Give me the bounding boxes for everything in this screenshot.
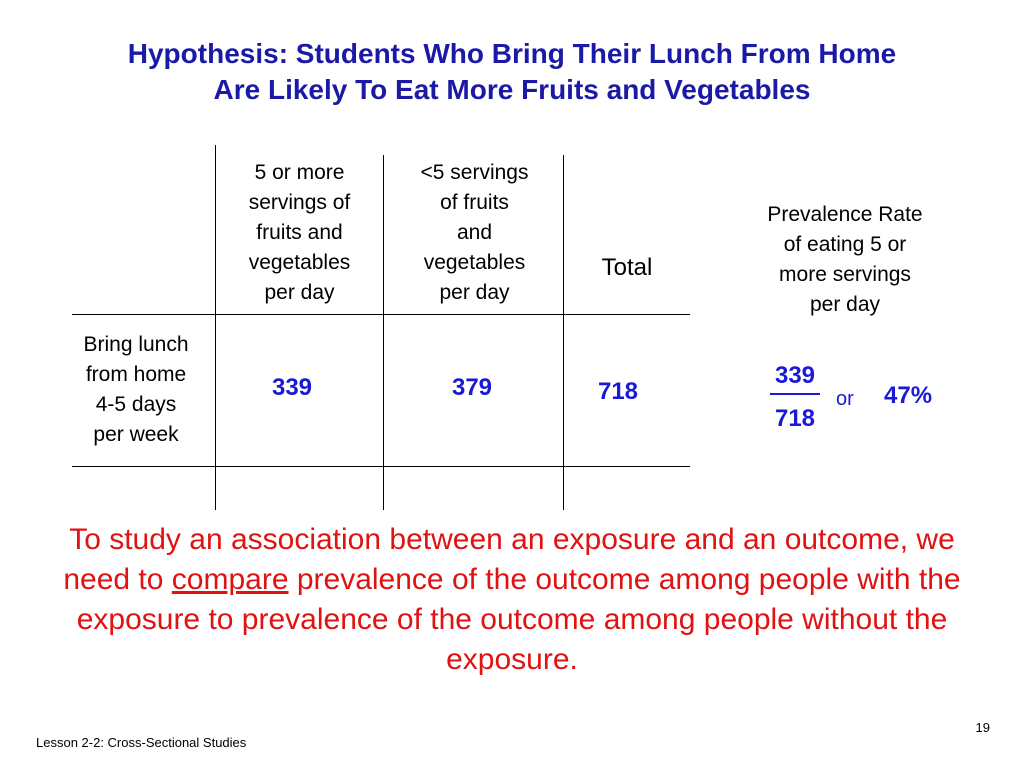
col1-header-line: vegetables bbox=[248, 251, 351, 274]
value-total: 718 bbox=[597, 378, 639, 405]
row-label-line: Bring lunch bbox=[83, 333, 189, 356]
table-vline-1 bbox=[215, 145, 216, 510]
prevalence-percent: 47% bbox=[884, 382, 933, 409]
association-statement bbox=[40, 520, 984, 680]
table-hline-row bbox=[72, 466, 690, 467]
prevalence-header-line: per day bbox=[809, 293, 881, 316]
prevalence-header bbox=[735, 200, 955, 320]
table-vline-2 bbox=[383, 155, 384, 510]
col2-header-line: per day bbox=[439, 281, 510, 304]
col1-header-line: fruits and bbox=[256, 221, 343, 244]
col-header-less-than-five bbox=[392, 158, 557, 308]
row-label-bring-lunch bbox=[66, 330, 206, 450]
statement-part-2: prevalence of the outcome among people with the exposure to prevalence of the outcome among people without the exposure. bbox=[76, 563, 961, 676]
page-number: 19 bbox=[975, 720, 990, 735]
col1-header-line: servings of bbox=[248, 191, 351, 214]
col2-header-line: <5 servings bbox=[420, 161, 529, 184]
title-line-2: Are Likely To Eat More Fruits and Vegetables bbox=[213, 74, 811, 105]
value-five-or-more: 339 bbox=[271, 374, 313, 401]
col2-header-line: of fruits bbox=[440, 191, 509, 214]
row-label-line: per week bbox=[93, 423, 179, 446]
slide-title bbox=[30, 36, 994, 108]
or-label: or bbox=[836, 388, 854, 410]
prevalence-header-line: Prevalence Rate bbox=[767, 203, 923, 226]
prevalence-denominator: 718 bbox=[774, 405, 816, 432]
title-line-1: Hypothesis: Students Who Bring Their Lunch From Home bbox=[127, 38, 897, 69]
fraction-bar bbox=[770, 393, 820, 395]
statement-emphasis-compare: compare bbox=[171, 563, 289, 596]
prevalence-numerator: 339 bbox=[774, 362, 816, 389]
prevalence-header-line: of eating 5 or bbox=[783, 233, 907, 256]
footer-lesson: Lesson 2-2: Cross-Sectional Studies bbox=[36, 735, 247, 750]
col-header-total: Total bbox=[601, 254, 653, 281]
col-header-five-or-more bbox=[222, 158, 377, 308]
statement-part-1: To study an association between an exposure and an outcome, we need to bbox=[63, 523, 955, 596]
prevalence-header-line: more servings bbox=[779, 263, 911, 286]
table-vline-3 bbox=[563, 155, 564, 510]
table-hline-header bbox=[72, 314, 690, 315]
row-label-line: from home bbox=[85, 363, 187, 386]
col2-header-line: and bbox=[456, 221, 493, 244]
row-label-line: 4-5 days bbox=[95, 393, 177, 416]
col1-header-line: 5 or more bbox=[254, 161, 345, 184]
col2-header-line: vegetables bbox=[423, 251, 526, 274]
value-less-than-five: 379 bbox=[451, 374, 493, 401]
col1-header-line: per day bbox=[264, 281, 335, 304]
